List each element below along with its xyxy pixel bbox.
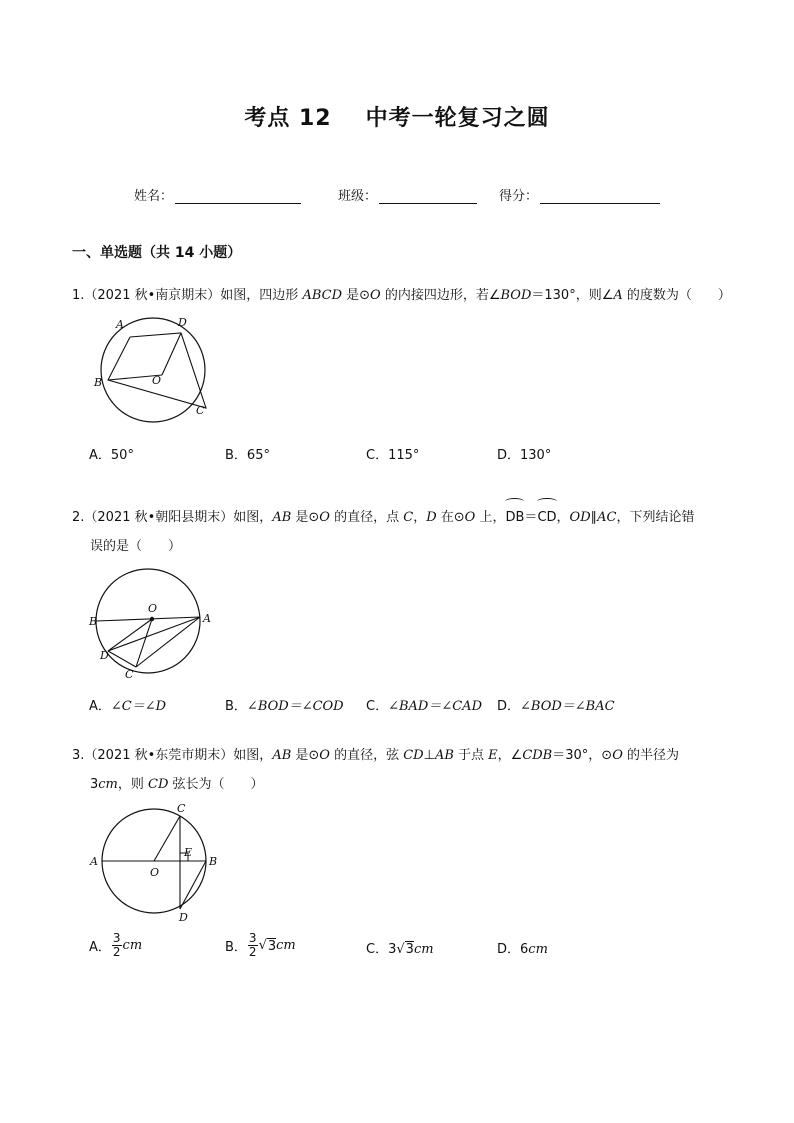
question-number: 3.: [72, 748, 85, 763]
section-heading: 一、单选题（共 14 小题）: [72, 245, 242, 261]
title-topic-name: 中考一轮复习之圆: [365, 106, 550, 131]
question-1-option-d[interactable]: D．130°: [497, 448, 552, 463]
class-field[interactable]: [338, 185, 477, 204]
name-blank[interactable]: [175, 189, 301, 204]
question-3-option-a[interactable]: A． $\frac{3}{2}$ cm: [89, 931, 143, 959]
question-2-figure: [86, 565, 221, 685]
question-1-stem: 1.（2021 秋•南京期末）如图，四边形 ABCD 是⊙O 的内接四边形，若∠BOD＝130°，则∠A 的度数为（ ）: [72, 288, 731, 303]
label-a: A: [203, 612, 211, 625]
question-source: （2021 秋•东莞市期末）: [84, 748, 234, 763]
question-2-option-c[interactable]: C．∠BAD＝∠CAD: [366, 699, 482, 714]
question-number: 1.: [72, 288, 85, 303]
question-source: （2021 秋•朝阳县期末）: [84, 510, 234, 525]
question-1-option-b[interactable]: B．65°: [225, 448, 270, 463]
label-c: C: [177, 804, 186, 815]
label-b: B: [209, 855, 218, 868]
label-d: D: [178, 316, 187, 329]
segment-od: [162, 333, 181, 375]
label-d: D: [100, 649, 109, 662]
label-d: D: [179, 911, 188, 924]
score-field[interactable]: [499, 185, 660, 204]
title-topic-number: 考点 12: [244, 106, 332, 131]
name-label: 姓名：: [134, 189, 174, 204]
label-b: B: [89, 615, 98, 628]
label-o: O: [152, 374, 162, 387]
label-c: C: [125, 668, 134, 681]
fraction: $\frac{3}{2}$: [112, 931, 121, 959]
segment-db: [180, 861, 206, 909]
class-blank[interactable]: [379, 189, 477, 204]
question-3-figure: [86, 804, 226, 926]
question-3-option-d[interactable]: D．6cm: [497, 942, 548, 957]
segment-ad: [108, 617, 200, 651]
sqrt-sign: √: [258, 938, 267, 953]
label-o: O: [148, 602, 158, 615]
question-2-stem: 2.（2021 秋•朝阳县期末）如图，AB 是⊙O 的直径，点 C，D 在⊙O 上，DB＝CD，OD∥AC，下列结论错 误的是（ ）: [72, 500, 732, 561]
arc-db: DB: [505, 500, 524, 532]
label-e: E: [184, 846, 193, 859]
question-3-stem: 3.（2021 秋•东莞市期末）如图，AB 是⊙O 的直径，弦 CD⊥AB 于点 E，∠CDB＝30°，⊙O 的半径为 3cm，则 CD 弦长为（ ）: [72, 748, 679, 792]
diameter-ab: [96, 617, 200, 621]
question-3-option-c[interactable]: C．3√3cm: [366, 942, 434, 957]
question-1-figure: [88, 312, 218, 427]
quadrilateral-abcd: [108, 333, 206, 408]
question-3-option-b[interactable]: B． $\frac{3}{2}$ √ 3 cm: [225, 931, 296, 959]
question-2-option-b[interactable]: B．∠BOD＝∠COD: [225, 699, 344, 714]
question-1-option-a[interactable]: A．50°: [89, 448, 134, 463]
label-o: O: [150, 866, 160, 879]
class-label: 班级：: [338, 189, 378, 204]
label-a: A: [90, 855, 98, 868]
name-field[interactable]: [134, 185, 301, 204]
score-blank[interactable]: [540, 189, 660, 204]
arc-cd: CD: [537, 500, 556, 532]
fraction: $\frac{3}{2}$: [248, 931, 257, 959]
circle: [101, 318, 205, 422]
question-number: 2.: [72, 510, 85, 525]
question-source: （2021 秋•南京期末）: [84, 288, 221, 303]
score-label: 得分：: [499, 189, 539, 204]
segment-ac: [136, 617, 200, 667]
question-1-option-c[interactable]: C．115°: [366, 448, 420, 463]
segment-od: [108, 619, 152, 651]
segment-oc: [136, 619, 152, 667]
page-title: [0, 101, 794, 132]
sqrt-sign: √: [396, 942, 405, 957]
question-2-option-a[interactable]: A．∠C＝∠D: [89, 699, 167, 714]
label-c: C: [196, 404, 205, 417]
question-2-option-d[interactable]: D．∠BOD＝∠BAC: [497, 699, 615, 714]
radius-oc: [154, 816, 180, 861]
label-b: B: [94, 376, 103, 389]
label-a: A: [116, 318, 124, 331]
center-point: [150, 617, 154, 621]
